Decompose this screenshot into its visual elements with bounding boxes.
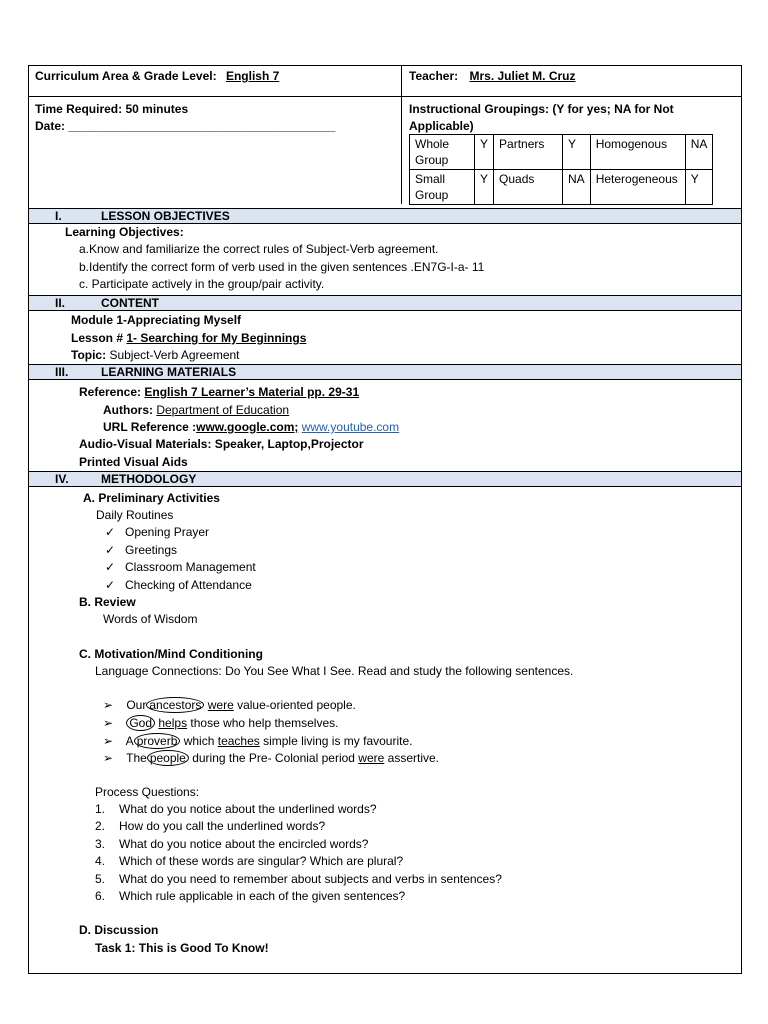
process-question: 4. Which of these words are singular? Which are plural?: [95, 854, 404, 868]
grouping-value: NA: [685, 135, 713, 170]
review-title: B. Review: [79, 595, 136, 609]
groupings-row: [410, 135, 713, 170]
check-icon: ✓: [105, 543, 116, 557]
curriculum-row: [35, 68, 279, 84]
routine-item: ✓ Classroom Management: [105, 560, 256, 574]
lesson-row: Lesson # 1- Searching for My Beginnings: [71, 331, 307, 345]
arrow-bullet-icon: ➢: [103, 698, 114, 712]
review-text: Words of Wisdom: [103, 612, 198, 626]
section-materials-header: III. LEARNING MATERIALS: [29, 364, 741, 380]
routine-item: ✓ Greetings: [105, 543, 178, 557]
routine-item: ✓ Checking of Attendance: [105, 578, 252, 592]
check-icon: ✓: [105, 525, 116, 539]
google-link[interactable]: www.google.com;: [196, 420, 299, 434]
motivation-title: C. Motivation/Mind Conditioning: [79, 647, 263, 661]
topic-value: Subject-Verb Agreement: [109, 348, 240, 362]
grouping-value: Y: [563, 135, 591, 170]
language-connections: Language Connections: Do You See What I See. Read and study the following sentences.: [95, 664, 574, 678]
circled-word: ancestors: [146, 697, 204, 713]
preliminary-title: A. Preliminary Activities: [83, 491, 220, 505]
reference-row: Reference: English 7 Learner’s Material pp. 29-31: [79, 385, 360, 399]
teacher-row: [409, 68, 576, 84]
example-sentence: ➢ Our ancestors were value-oriented people.: [103, 698, 356, 712]
task-title: Task 1: This is Good To Know!: [95, 941, 269, 955]
daily-routines: Daily Routines: [96, 508, 174, 522]
url-row: URL Reference :www.google.com; www.youtube.com: [103, 420, 400, 434]
circled-word: proverb: [134, 733, 181, 749]
groupings-row: [410, 170, 713, 205]
section-content-header: II. CONTENT: [29, 295, 741, 311]
authors-row: Authors: Department of Education: [103, 403, 290, 417]
grouping-label: Whole Group: [410, 135, 475, 170]
routine-item: ✓ Opening Prayer: [105, 525, 210, 539]
process-question: 5. What do you need to remember about subjects and verbs in sentences?: [95, 872, 502, 886]
module-title: Module 1-Appreciating Myself: [71, 313, 242, 327]
arrow-bullet-icon: ➢: [103, 751, 114, 765]
grouping-label: Partners: [494, 135, 563, 170]
grouping-value: NA: [563, 170, 591, 205]
lesson-plan-page: [28, 65, 742, 974]
grouping-label: Quads: [494, 170, 563, 205]
process-question: 6. Which rule applicable in each of the given sentences?: [95, 889, 406, 903]
curriculum-value: English 7: [225, 69, 280, 83]
grouping-value: Y: [475, 135, 494, 170]
check-icon: ✓: [105, 560, 116, 574]
objective-item: c. Participate actively in the group/pair activity.: [79, 277, 325, 291]
grouping-value: Y: [475, 170, 494, 205]
section-methodology-header: IV. METHODOLOGY: [29, 471, 741, 487]
example-sentence: ➢ God helps those who help themselves.: [103, 716, 339, 730]
topic-row: Topic: Subject-Verb Agreement: [71, 348, 240, 362]
date-field: Date: ________________________________________: [35, 119, 336, 133]
header-divider: [401, 66, 402, 204]
grouping-value: Y: [685, 170, 713, 205]
header-row-divider: [29, 96, 741, 97]
teacher-label: Teacher:: [409, 69, 459, 83]
groupings-title-cont: Applicable): [409, 119, 474, 133]
teacher-value: Mrs. Juliet M. Cruz: [469, 69, 576, 83]
youtube-link[interactable]: www.youtube.com: [301, 420, 400, 434]
example-sentence: ➢ A proverb which teaches simple living is my favourite.: [103, 734, 413, 748]
grouping-label: Heterogeneous: [590, 170, 685, 205]
circled-word: people: [147, 750, 189, 766]
groupings-table: [409, 134, 713, 205]
arrow-bullet-icon: ➢: [103, 734, 114, 748]
underlined-word: helps: [158, 716, 188, 730]
process-question: 3. What do you notice about the encircled words?: [95, 837, 369, 851]
groupings-title: Instructional Groupings: (Y for yes; NA for Not: [409, 102, 674, 116]
audio-visual: Audio-Visual Materials: Speaker, Laptop,Projector: [79, 437, 364, 451]
underlined-word: teaches: [217, 734, 260, 748]
objective-item: a.Know and familiarize the correct rules of Subject-Verb agreement.: [79, 242, 439, 256]
objective-item: b.Identify the correct form of verb used in the given sentences .EN7G-I-a- 11: [79, 260, 485, 274]
check-icon: ✓: [105, 578, 116, 592]
objectives-heading: Learning Objectives:: [65, 225, 184, 239]
process-title: Process Questions:: [95, 785, 200, 799]
discussion-title: D. Discussion: [79, 923, 159, 937]
underlined-word: were: [358, 751, 385, 765]
printed-aids: Printed Visual Aids: [79, 455, 188, 469]
time-required: Time Required: 50 minutes: [35, 102, 189, 116]
section-objectives-header: I. LESSON OBJECTIVES: [29, 208, 741, 224]
underlined-word: were: [207, 698, 234, 712]
curriculum-label: Curriculum Area & Grade Level:: [35, 69, 217, 83]
grouping-label: Small Group: [410, 170, 475, 205]
process-question: 1. What do you notice about the underlined words?: [95, 802, 377, 816]
arrow-bullet-icon: ➢: [103, 716, 114, 730]
example-sentence: ➢ The people during the Pre- Colonial period were assertive.: [103, 751, 439, 765]
lesson-value: 1- Searching for My Beginnings: [126, 331, 307, 345]
process-question: 2. How do you call the underlined words?: [95, 819, 326, 833]
grouping-label: Homogenous: [590, 135, 685, 170]
circled-word: God: [126, 715, 155, 731]
